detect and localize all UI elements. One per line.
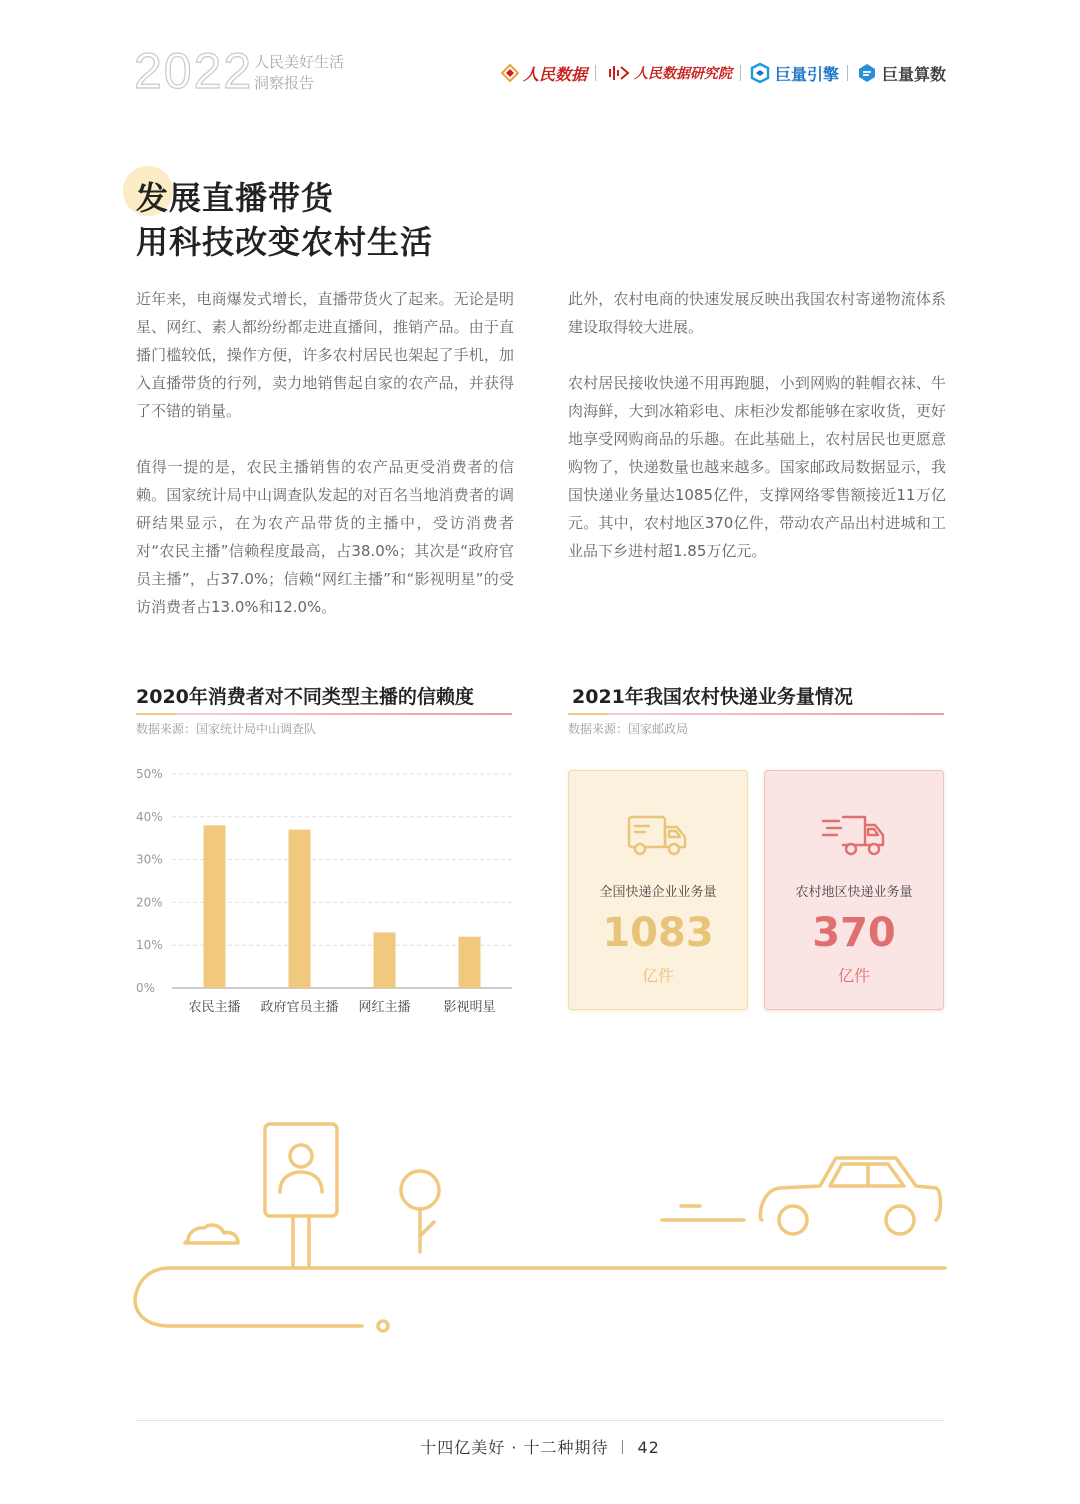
x-tick-label: 农民主播 [188,1000,241,1015]
billboard-board [265,1124,337,1216]
report-subtitle-line2: 洞察报告 [254,74,315,92]
road-line [135,1268,945,1326]
y-tick-label: 10% [136,938,163,953]
page-title-line2: 用科技改变农村生活 [136,223,434,261]
y-tick-label: 20% [136,895,163,910]
report-subtitle [254,52,344,94]
chart-title: 2020年消费者对不同类型主播的信赖度 [136,686,474,708]
car-wheel-front [779,1206,807,1234]
footer [0,1435,1080,1458]
page-title-line1: 发展直播带货 [136,179,335,217]
footer-text: 十四亿美好 · 十二种期待 [420,1438,609,1457]
stat-card-national [568,770,748,1010]
people-data-institute-logo-text: 人民数据研究院 [633,66,732,82]
soundwave-icon [604,64,630,82]
stat-value: 1083 [602,910,714,956]
partner-logos [501,58,946,88]
y-tick-label: 40% [136,809,163,824]
body-paragraph: 农村居民接收快递不用再跑腿，小到网购的鞋帽衣袜、牛肉海鲜，大到冰箱彩电、床柜沙发都能够在家收货，更好地享受网购商品的乐趣。在此基础上，农村居民也更愿意购物了，快递数量也越来越多。国家邮政局数据显示，我国快递业务量达1085亿件，支撑网络零售额接近11万亿元。其中，农村地区370亿件，带动农产品出村进城和工业品下乡进村超1.85万亿元。 [568,374,946,560]
y-tick-label: 50% [136,767,163,781]
ocean-engine-logo [749,62,839,85]
logo-separator [740,65,741,81]
footer-divider [136,1420,944,1421]
body-paragraph: 值得一提的是，农民主播销售的农产品更受消费者的信赖。国家统计局中山调查队发起的对百名当地消费者的调研结果显示，在为农产品带货的主播中，受访消费者对“农民主播”信赖程度最高，占38.0%；其次是“政府官员主播”，占37.0%；信赖“网红主播”和“影视明星”的受访消费者占13.0%和12.0%。 [136,458,514,616]
stat-label: 农村地区快递业务量 [795,885,913,900]
person-icon-body [280,1172,322,1192]
ocean-engine-icon [749,62,771,84]
chart-bar [459,937,481,988]
delivery-truck-icon [625,811,691,861]
car-window [830,1164,904,1186]
stats-title-underline [568,713,944,715]
x-tick-label: 影视明星 [443,1000,496,1015]
y-tick-label: 30% [136,852,163,867]
car-body [760,1158,940,1220]
trust-bar-chart [120,760,520,1030]
chart-source: 数据来源：国家统计局中山调查队 [136,722,317,736]
people-data-logo [501,62,587,85]
billboard-post [293,1216,309,1266]
logo-separator [847,65,848,81]
ocean-arithmetic-icon [856,62,878,84]
chart-title-underline [136,713,512,715]
body-right-column [568,285,946,593]
stat-label: 全国快递企业业务量 [599,885,717,900]
page-number: 42 [637,1438,660,1457]
chart-bar [204,825,226,988]
report-year: 2022 [134,43,254,99]
cloud-shape [185,1225,238,1243]
stat-card-rural [764,770,944,1010]
people-data-institute-logo [604,63,732,83]
ocean-engine-logo-text: 巨量引擎 [774,64,839,84]
diamond-icon [501,64,519,82]
stat-unit: 亿件 [641,966,674,985]
footer-separator [622,1440,623,1454]
person-icon-head [290,1145,312,1167]
stats-title: 2021年我国农村快递业务量情况 [572,686,853,708]
body-left-column [136,285,514,649]
chart-bar [374,932,396,988]
ocean-arithmetic-logo-text: 巨量算数 [881,64,946,84]
body-paragraph: 近年来，电商爆发式增长，直播带货火了起来。无论是明星、网红、素人都纷纷都走进直播间，推销产品。由于直播门槛较低，操作方便，许多农村居民也架起了手机，加入直播带货的行列，卖力地销售起自家的农产品，并获得了不错的销量。 [136,290,514,420]
stat-value: 370 [812,910,896,956]
y-tick-label: 0% [136,981,156,995]
report-subtitle-line1: 人民美好生活 [254,53,345,71]
x-tick-label: 网红主播 [358,1000,411,1015]
page-title [136,176,433,264]
fast-delivery-truck-icon [821,811,887,861]
stat-unit: 亿件 [837,966,870,985]
ocean-arithmetic-logo [856,62,946,85]
stats-source: 数据来源：国家邮政局 [568,722,689,736]
speed-line [662,1206,744,1220]
logo-separator [595,65,596,81]
car-wheel-rear [886,1206,914,1234]
rural-road-illustration [130,1110,950,1340]
chart-bar [289,830,311,988]
tree-crown [401,1171,439,1209]
body-paragraph: 此外，农村电商的快速发展反映出我国农村寄递物流体系建设取得较大进展。 [568,290,946,336]
road-end-dot [378,1321,388,1331]
x-tick-label: 政府官员主播 [260,1000,339,1015]
people-data-logo-text: 人民数据 [522,64,587,84]
tree-trunk [420,1209,434,1252]
